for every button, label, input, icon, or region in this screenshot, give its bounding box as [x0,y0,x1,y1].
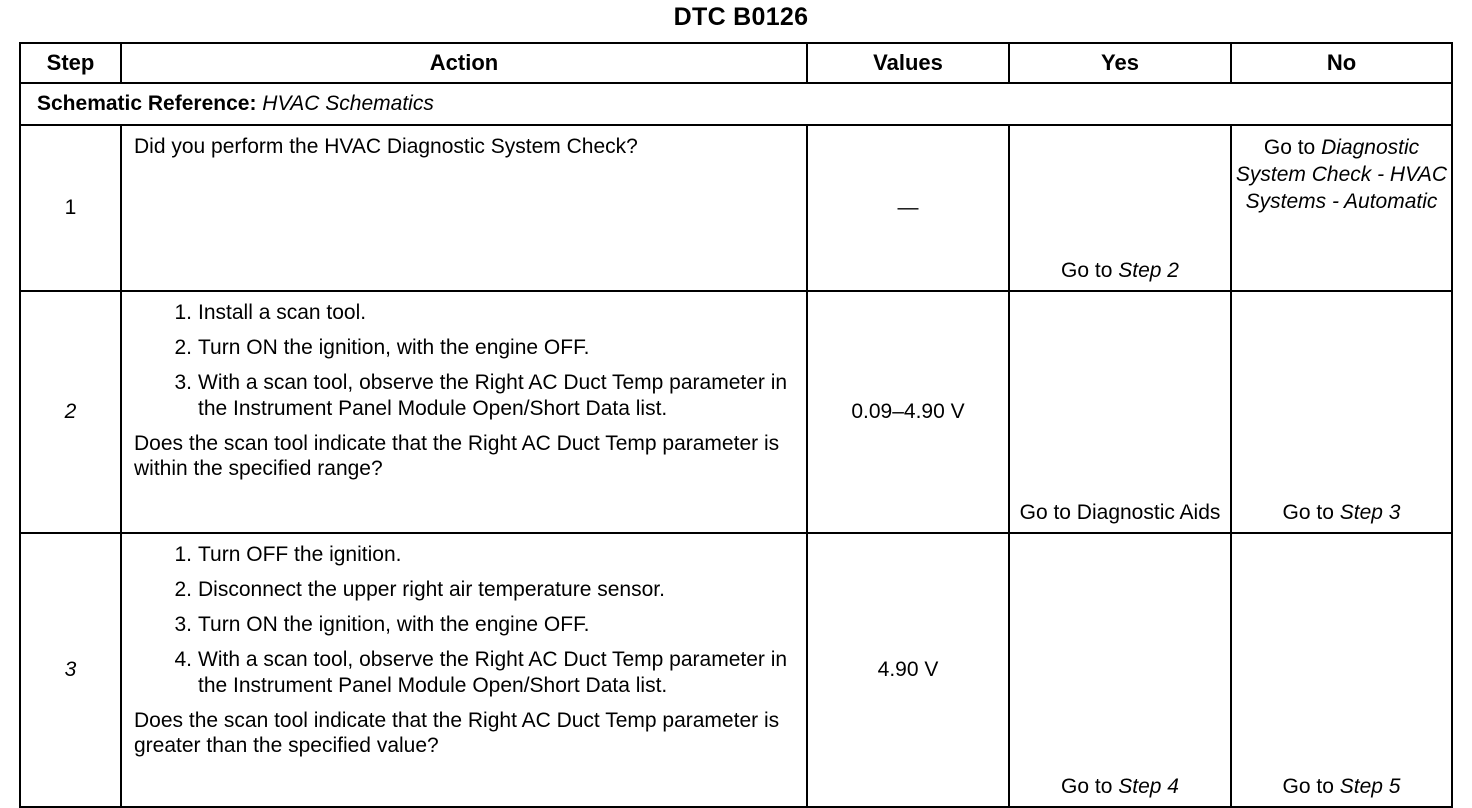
header-no: No [1231,43,1452,83]
yes-link[interactable]: Go to Diagnostic Aids [1019,501,1221,524]
schematic-reference-row [20,83,1452,125]
action-steps-list [134,542,796,699]
header-values: Values [807,43,1009,83]
list-item-number: 4. [174,648,192,671]
action-question: Does the scan tool indicate that the Right AC Duct Temp parameter is greater than the specified value? [134,709,780,757]
action-question: Did you perform the HVAC Diagnostic System Check? [134,135,638,158]
list-item-number: 3. [174,371,192,394]
yes-cell [1009,291,1231,533]
list-item [134,300,796,326]
list-item-number: 1. [174,543,192,566]
step-number: 2 [20,291,121,533]
no-link[interactable]: Diagnostic System Check - HVAC Systems - Automatic [1235,136,1448,213]
action-steps-list [134,300,796,422]
yes-prefix: Go to [1061,775,1113,798]
list-item [134,647,796,699]
step-number: 1 [20,125,121,291]
value-cell: 4.90 V [807,533,1009,807]
list-item-text: Disconnect the upper right air temperature sensor. [198,578,665,601]
no-cell [1231,291,1452,533]
list-item-text: Install a scan tool. [198,301,367,324]
action-cell [121,291,807,533]
list-item [134,335,796,361]
yes-cell [1009,125,1231,291]
value-cell: — [807,125,1009,291]
table-row [20,291,1452,533]
table-row [20,125,1452,291]
schematic-reference-label: Schematic Reference: [37,92,257,115]
yes-link[interactable]: Step 2 [1118,259,1179,282]
no-cell [1231,125,1452,291]
header-row [20,43,1452,83]
schematic-reference-link[interactable]: HVAC Schematics [262,92,434,115]
action-cell [121,125,807,291]
list-item-text: Turn ON the ignition, with the engine OFF. [198,336,590,359]
list-item [134,577,796,603]
diagnostic-table [19,42,1453,808]
document-title: DTC B0126 [673,3,809,31]
no-link[interactable]: Step 5 [1339,775,1401,798]
list-item-number: 3. [174,613,192,636]
yes-prefix: Go to [1061,259,1113,282]
step-number: 3 [20,533,121,807]
header-action: Action [121,43,807,83]
action-question: Does the scan tool indicate that the Right AC Duct Temp parameter is within the specified range? [134,432,780,480]
no-prefix: Go to [1282,501,1334,524]
list-item-text: With a scan tool, observe the Right AC Duct Temp parameter in the Instrument Panel Module Open/Short Data list. [198,648,788,697]
no-prefix: Go to [1282,775,1334,798]
schematic-reference [20,83,1452,125]
list-item-number: 2. [174,336,192,359]
header-step: Step [20,43,121,83]
action-cell [121,533,807,807]
list-item [134,542,796,568]
yes-link[interactable]: Step 4 [1118,775,1179,798]
list-item-number: 1. [174,301,192,324]
value-cell: 0.09–4.90 V [807,291,1009,533]
list-item-text: With a scan tool, observe the Right AC Duct Temp parameter in the Instrument Panel Module Open/Short Data list. [198,371,788,420]
no-prefix: Go to [1263,136,1316,159]
list-item-text: Turn ON the ignition, with the engine OFF. [198,613,590,636]
header-yes: Yes [1009,43,1231,83]
list-item [134,612,796,638]
list-item [134,370,796,422]
list-item-text: Turn OFF the ignition. [198,543,402,566]
no-cell [1231,533,1452,807]
no-link[interactable]: Step 3 [1339,501,1401,524]
list-item-number: 2. [174,578,192,601]
table-row [20,533,1452,807]
yes-cell [1009,533,1231,807]
